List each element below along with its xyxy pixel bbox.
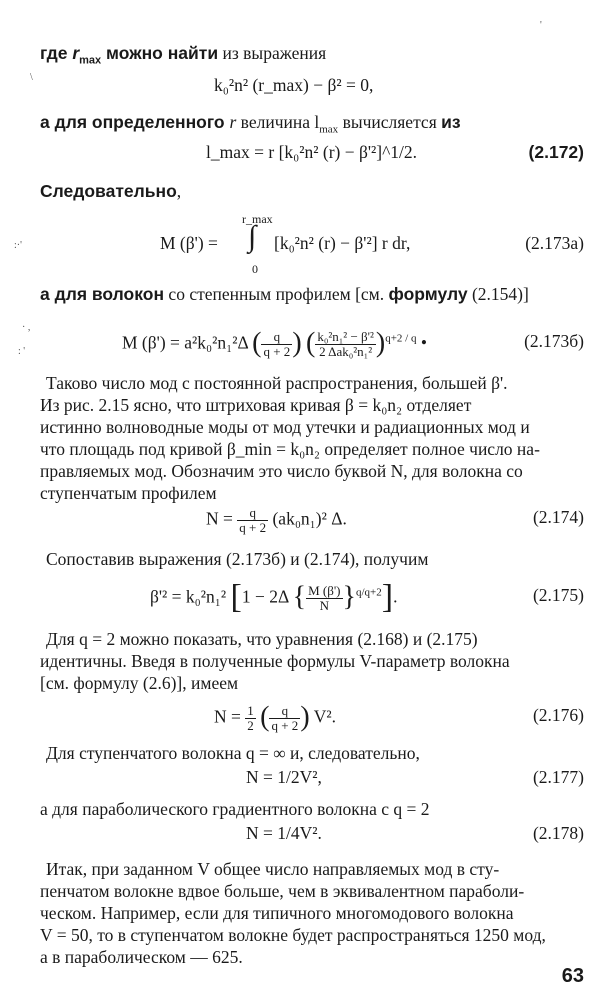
- equation-number-2-173a: (2.173а): [525, 233, 584, 253]
- integral-lower-limit: 0: [252, 262, 258, 276]
- paragraph-2-line-3: [см. формулу (2.6)], имеем: [40, 673, 239, 693]
- paragraph-3-line-3: ческом. Например, если для типичного многомодового волокна: [40, 903, 514, 923]
- equation-2-174: N = $\frac{q}{q + 2}$ (ak₀n₁)² Δ.: [206, 505, 347, 535]
- equation-2-177: N = 1/2V²,: [246, 767, 322, 787]
- equation-2-178: N = 1/4V².: [246, 823, 322, 843]
- scan-speck: : ': [18, 346, 26, 357]
- equation-number-2-172: (2.172): [528, 142, 584, 162]
- equation-2-172: l_max = r [k₀²n² (r) − β'²]^1/2.: [206, 142, 418, 162]
- equation-number-2-173b: (2.173б): [524, 331, 584, 351]
- paragraph-3-line-2: пенчатом волокне вдвое больше, чем в эквивалентном параболи-: [40, 881, 525, 901]
- page-number: 63: [561, 965, 584, 987]
- text-line-6: Для ступенчатого волокна q = ∞ и, следовательно,: [46, 743, 420, 763]
- equation-2-173a-lhs: M (β') =: [160, 233, 218, 253]
- text-line-2: а для определенного r величина $l_{max}$ вычисляется из: [40, 112, 461, 136]
- paragraph-1-line-4: что площадь под кривой β_min = k₀n₂ определяет полное число на-: [40, 439, 540, 459]
- paragraph-1-line-1: Таково число мод с постоянной распространения, большей β'.: [46, 373, 508, 393]
- equation-number-2-178: (2.178): [532, 823, 584, 843]
- equation-number-2-175: (2.175): [532, 585, 584, 605]
- scan-speck: :·': [14, 240, 22, 251]
- paragraph-2-line-1: Для q = 2 можно показать, что уравнения (2.168) и (2.175): [46, 629, 478, 649]
- text-line-7: а для параболического градиентного волокна с q = 2: [40, 799, 430, 819]
- equation-number-2-176: (2.176): [532, 705, 584, 725]
- scan-speck: \: [30, 72, 33, 83]
- paragraph-3-line-5: а в параболическом — 625.: [40, 947, 243, 967]
- paragraph-3-line-1: Итак, при заданном V общее число направляемых мод в сту-: [46, 859, 500, 879]
- equation-number-2-177: (2.177): [532, 767, 584, 787]
- equation-2-175: β'² = k₀²n₁² [1 − 2Δ { $\frac{M (\beta')}{N}$ }$^{q/q+2}$].: [150, 578, 398, 616]
- integral-upper-limit: r_max: [242, 212, 273, 226]
- equation-rmax: k₀²n² (r_max) − β² = 0,: [214, 75, 374, 95]
- scan-speck: ': [540, 20, 542, 31]
- paragraph-1-line-3: истинно волноводные моды от мод утечки и радиационных мод и: [40, 417, 530, 437]
- text-line-3: Следовательно,: [40, 181, 182, 201]
- equation-number-2-174: (2.174): [532, 507, 584, 527]
- scan-speck: · ,: [22, 322, 31, 333]
- paragraph-1-line-5: правляемых мод. Обозначим это число буквой N, для волокна со: [40, 461, 523, 481]
- paragraph-1-line-2: Из рис. 2.15 ясно, что штриховая кривая β = k₀n₂ отделяет: [40, 395, 472, 415]
- equation-2-176: N = $\frac{1}{2}$ ( $\frac{q}{q + 2}$ ) V².: [214, 701, 336, 733]
- equation-2-173a-rhs: [k₀²n² (r) − β'²] r dr,: [274, 233, 411, 253]
- text-line-1: где $r_{max}$ можно найти из выражения: [40, 43, 327, 67]
- paragraph-1-line-6: ступенчатым профилем: [40, 483, 217, 503]
- equation-2-173b: M (β') = a²k₀²n₁²Δ ( $\frac{q}{q + 2}$ ) ( $\frac{\text{k₀²n₁² − β'²}}{\text{2 Δak₀²n₁²}}$ )$^{q+2 / q}$ •: [122, 327, 427, 359]
- paragraph-2-line-2: идентичны. Введя в полученные формулы V-параметр волокна: [40, 651, 510, 671]
- text-line-4: а для волокон со степенным профилем [см. формулу (2.154)]: [40, 284, 529, 304]
- paragraph-3-line-4: V = 50, то в ступенчатом волокне будет распространяться 1250 мод,: [40, 925, 546, 945]
- text-line-5: Сопоставив выражения (2.173б) и (2.174), получим: [46, 549, 429, 569]
- integral-sign: ∫: [248, 220, 257, 253]
